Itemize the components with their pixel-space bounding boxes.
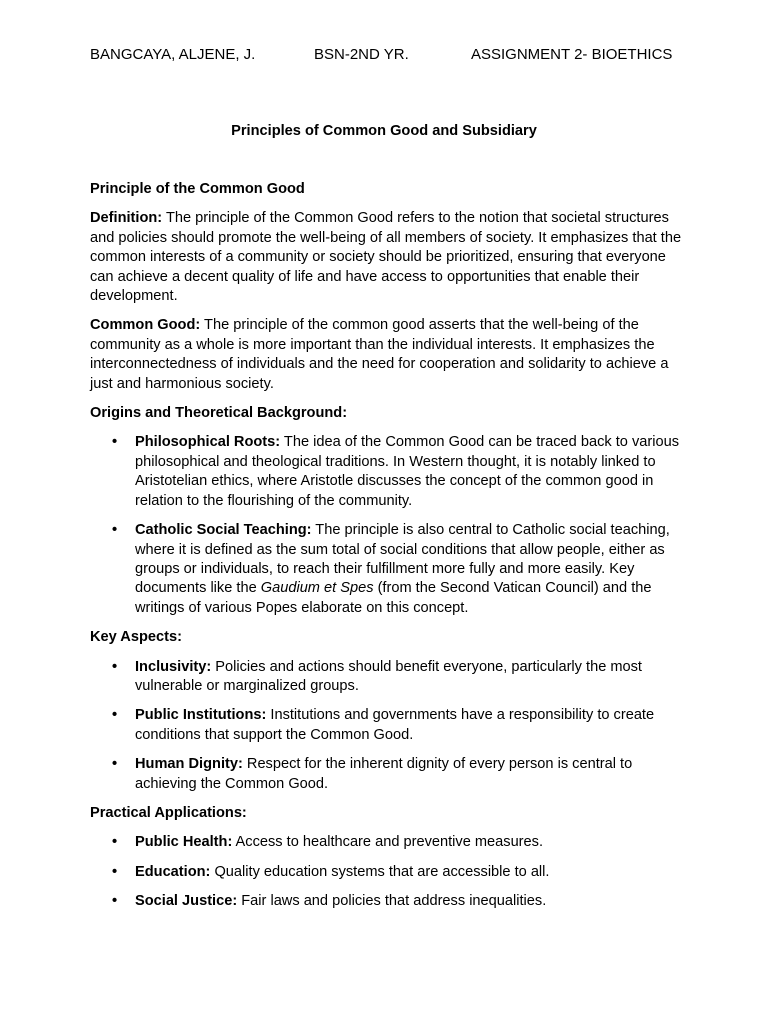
list-item-text: Policies and actions should benefit everyone, particularly the most vulnerable or marginalized groups. (135, 658, 642, 694)
definition-text: The principle of the Common Good refers to the notion that societal structures and policies should promote the well-being of all members of society. It emphasizes that the common interests of a community or society should be prioritized, ensuring that everyone can achieve a decent quality of life and have access to opportunities that enable their development. (90, 210, 682, 305)
key-aspects-list (90, 658, 682, 794)
student-name: BANGCAYA, ALJENE, J. (90, 46, 256, 63)
definition-label: Definition: (90, 210, 163, 227)
bullet-icon: • (112, 834, 118, 851)
list-item-label: Education: (135, 863, 211, 880)
practical-applications-heading: Practical Applications: (90, 804, 247, 821)
common-good-paragraph (90, 316, 682, 394)
assignment-label: ASSIGNMENT 2- BIOETHICS (471, 46, 673, 63)
list-item (90, 706, 682, 745)
list-item-label: Catholic Social Teaching: (135, 522, 312, 539)
key-aspects-heading: Key Aspects: (90, 629, 182, 646)
bullet-icon: • (112, 658, 118, 675)
list-item-label: Human Dignity: (135, 756, 243, 773)
course-year: BSN-2ND YR. (314, 46, 409, 63)
list-item (90, 863, 682, 882)
common-good-label: Common Good: (90, 317, 201, 334)
list-item-label: Inclusivity: (135, 658, 212, 675)
list-item (90, 892, 682, 911)
list-item-text: (from the Second Vatican Council) and the writings of various Popes elaborate on this concept. (135, 580, 652, 616)
list-item-label: Social Justice: (135, 893, 238, 910)
bullet-icon: • (112, 434, 118, 451)
list-item-text: Respect for the inherent dignity of every person is central to achieving the Common Good. (135, 756, 633, 792)
list-item-text: The principle is also central to Catholic social teaching, where it is defined as the sum total of social conditions that allow people, either as groups or individuals, to reach their fulfillment more fully and more easily. Key documents like the (135, 522, 670, 597)
document-title-italic: Gaudium et Spes (260, 580, 374, 597)
section-heading-common-good: Principle of the Common Good (90, 181, 305, 197)
list-item-text: Quality education systems that are accessible to all. (210, 863, 550, 880)
practical-applications-list (90, 833, 682, 911)
list-item-text: Access to healthcare and preventive measures. (232, 834, 544, 851)
bullet-icon: • (112, 863, 118, 880)
bullet-icon: • (112, 893, 118, 910)
document-title: Principles of Common Good and Subsidiary (231, 123, 537, 139)
bullet-icon: • (112, 756, 118, 773)
list-item (90, 433, 682, 511)
origins-heading: Origins and Theoretical Background: (90, 405, 348, 422)
document-header (90, 45, 680, 65)
list-item (90, 521, 682, 618)
bullet-icon: • (112, 707, 118, 724)
origins-list (90, 433, 682, 618)
document-body (90, 180, 682, 922)
list-item-text: The idea of the Common Good can be traced back to various philosophical and theological traditions. In Western thought, it is notably linked to Aristotelian ethics, where Aristotle discusses the concept of the common good in relation to the flourishing of the community. (135, 434, 679, 509)
list-item-label: Public Institutions: (135, 707, 267, 724)
definition-paragraph (90, 209, 682, 306)
list-item-label: Public Health: (135, 834, 233, 851)
list-item-text: Institutions and governments have a responsibility to create conditions that support the Common Good. (135, 707, 655, 743)
list-item (90, 833, 682, 852)
list-item-label: Philosophical Roots: (135, 434, 281, 451)
common-good-text: The principle of the common good asserts that the well-being of the community as a whole is more important than the individual interests. It emphasizes the interconnectedness of individuals and the need for cooperation and solidarity to achieve a just and harmonious society. (90, 317, 669, 392)
bullet-icon: • (112, 522, 118, 539)
list-item (90, 658, 682, 697)
list-item (90, 755, 682, 794)
list-item-text: Fair laws and policies that address inequalities. (237, 893, 547, 910)
